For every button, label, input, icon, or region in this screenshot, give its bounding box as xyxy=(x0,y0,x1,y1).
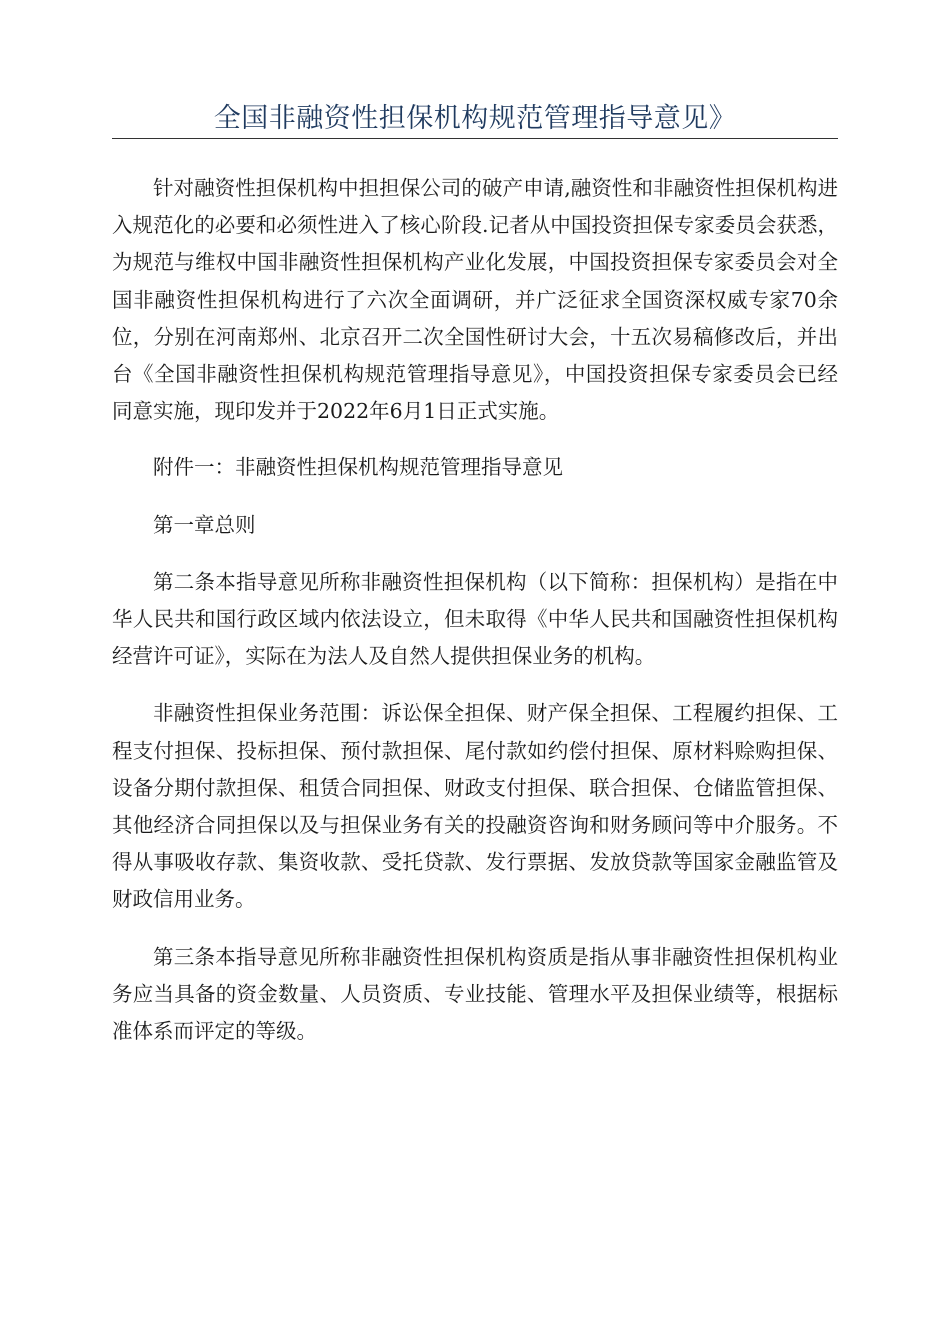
paragraph-article-3: 第三条本指导意见所称非融资性担保机构资质是指从事非融资性担保机构业务应当具备的资金数量、人员资质、专业技能、管理水平及担保业绩等，根据标准体系而评定的等级。 xyxy=(112,944,838,1044)
paragraph-attachment: 附件一：非融资性担保机构规范管理指导意见 xyxy=(153,455,563,480)
paragraph-intro: 针对融资性担保机构中担担保公司的破产申请,融资性和非融资性担保机构进入规范化的必要和必须性进入了核心阶段.记者从中国投资担保专家委员会获悉，为规范与维权中国非融资性担保机构产业化发展，中国投资担保专家委员会对全国非融资性担保机构进行了六次全面调研，并广泛征求全国资深权威专家70余位，分别在河南郑州、北京召开二次全国性研讨大会，十五次易稿修改后，并出台《全国非融资性担保机构规范管理指导意见》，中国投资担保专家委员会已经同意实施，现印发并于2022年6月1日正式实施。 xyxy=(112,176,838,424)
paragraph-business-scope: 非融资性担保业务范围：诉讼保全担保、财产保全担保、工程履约担保、工程支付担保、投标担保、预付款担保、尾付款如约偿付担保、原材料赊购担保、设备分期付款担保、租赁合同担保、财政支付担保、联合担保、仓储监管担保、其他经济合同担保以及与担保业务有关的投融资咨询和财务顾问等中介服务。不得从事吸收存款、集资收款、受托贷款、发行票据、发放贷款等国家金融监管及财政信用业务。 xyxy=(112,701,838,912)
document-body xyxy=(112,170,838,1050)
paragraph-article-2: 第二条本指导意见所称非融资性担保机构（以下简称：担保机构）是指在中华人民共和国行政区域内依法设立，但未取得《中华人民共和国融资性担保机构经营许可证》，实际在为法人及自然人提供担保业务的机构。 xyxy=(112,569,838,669)
paragraph-chapter-heading: 第一章总则 xyxy=(153,512,256,537)
document-title: 全国非融资性担保机构规范管理指导意见》 xyxy=(112,100,838,139)
